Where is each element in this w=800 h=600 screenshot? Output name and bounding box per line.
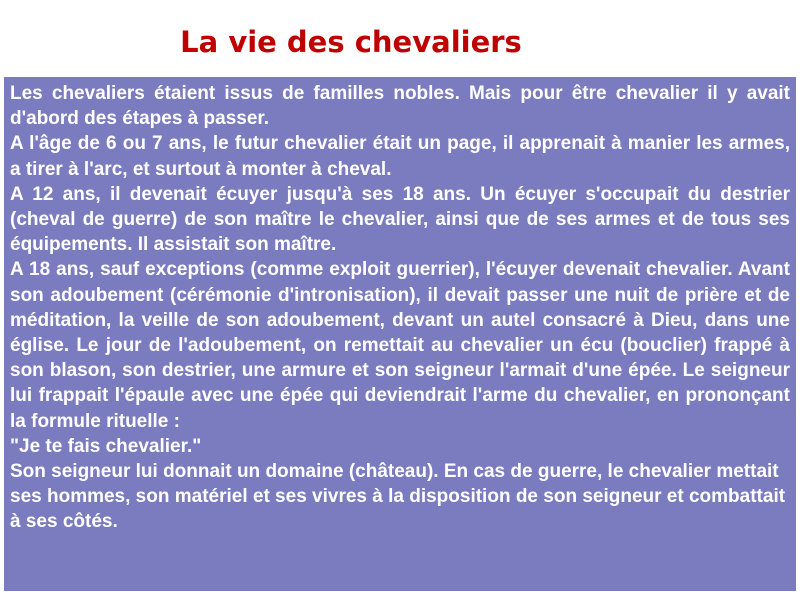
slide-title: La vie des chevaliers: [180, 25, 522, 59]
paragraph-formule: "Je te fais chevalier.": [10, 435, 202, 457]
paragraph-page: A l'âge de 6 ou 7 ans, le futur chevalier était un page, il apprenait à manier les armes, a tirer à l'arc, et surtout à monter à cheval.: [10, 133, 790, 180]
text-panel: [4, 77, 796, 591]
paragraph-intro: Les chevaliers étaient issus de familles nobles. Mais pour être chevalier il y avait d'abord des étapes à passer.: [10, 83, 790, 130]
paragraph-ecuyer: A 12 ans, il devenait écuyer jusqu'à ses 18 ans. Un écuyer s'occupait du destrier (cheval de guerre) de son maître le chevalier, ainsi que de ses armes et de tous ses équipements. Il assistait son maître.: [10, 183, 790, 256]
paragraph-adoubement: A 18 ans, sauf exceptions (comme exploit guerrier), l'écuyer devenait chevalier. Avant son adoubement (cérémonie d'intronisation), il devait passer une nuit de prière et de méditation, la veille de son adoubement, devant un autel consacré à Dieu, dans une église. Le jour de l'adoubement, on remettait au chevalier un écu (bouclier) frappé à son blason, son destrier, une armure et son seigneur l'armait d'une épée. Le seigneur lui frappait l'épaule avec une épée qui deviendrait l'arme du chevalier, en prononçant la formule rituelle :: [10, 259, 790, 432]
paragraph-domaine: Son seigneur lui donnait un domaine (château). En cas de guerre, le chevalier mettait ses hommes, son matériel et ses vivres à la disposition de son seigneur et combattait à ses côtés.: [10, 461, 786, 533]
